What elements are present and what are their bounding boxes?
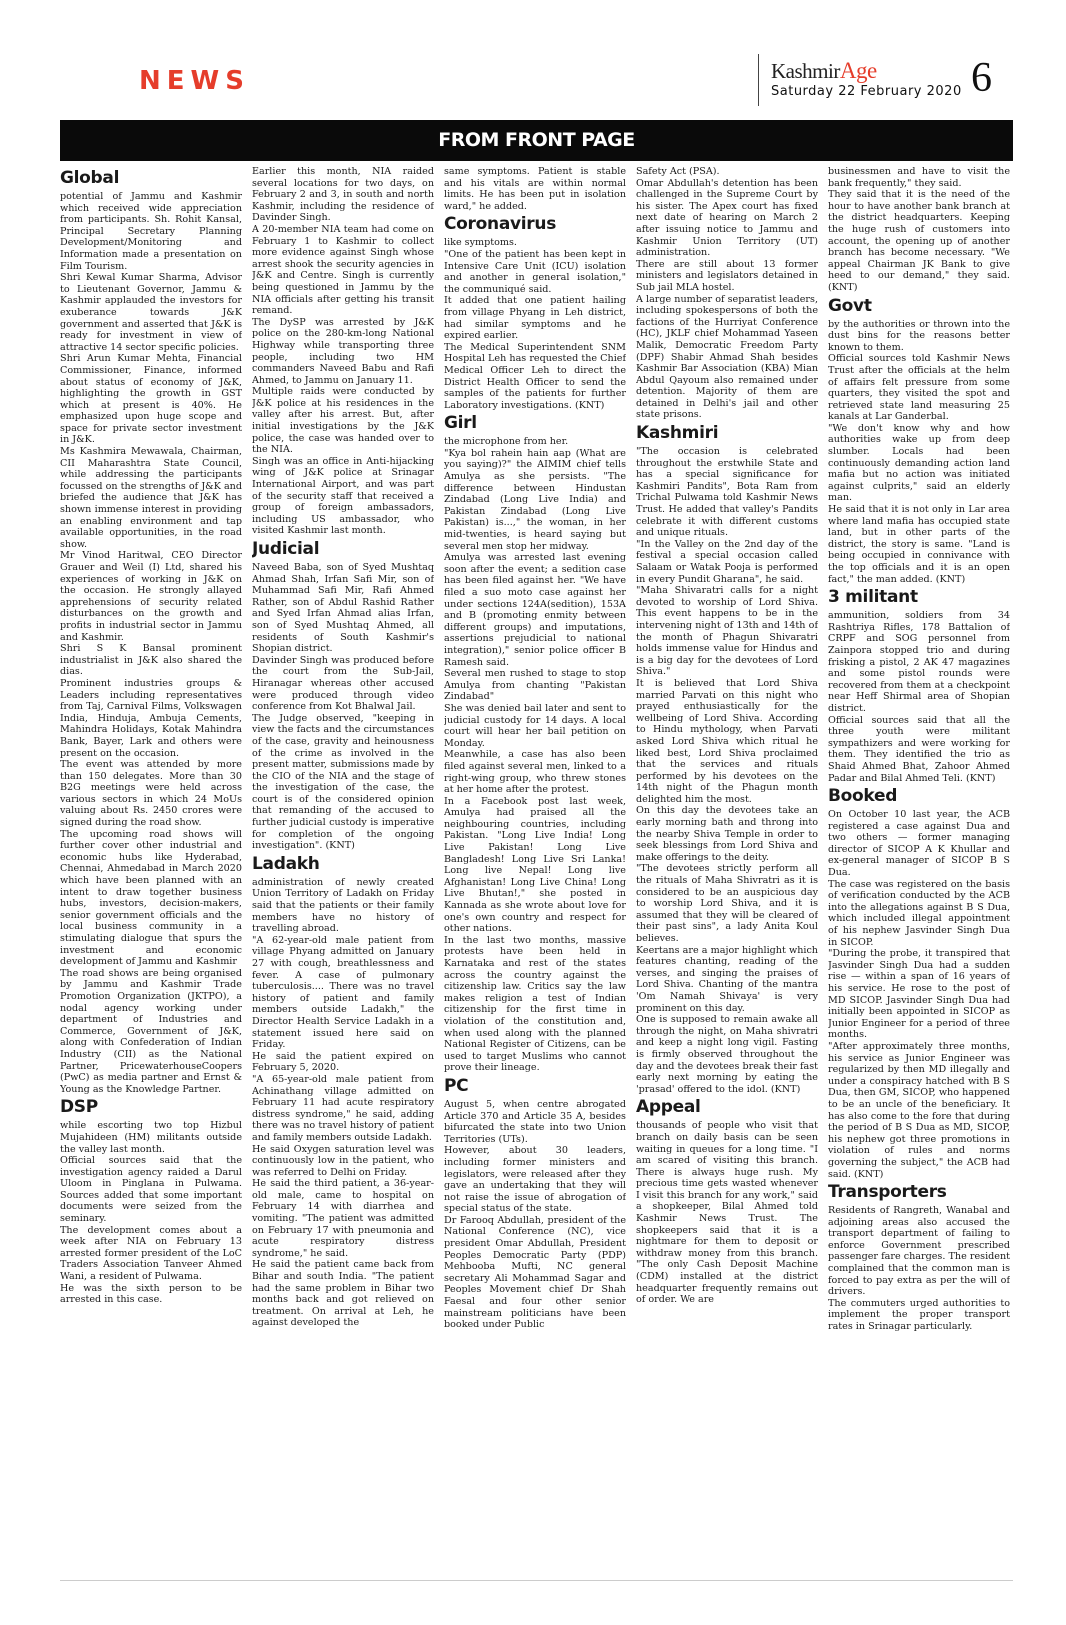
story-headline: Global	[60, 168, 120, 188]
story-paragraph: same symptoms. Patient is stable and his vitals are within normal limits. He has been put in isolation ward," he added.	[444, 166, 626, 212]
story-paragraph: It added that one patient hailing from village Phyang in Leh district, had similar symptoms and he expired earlier.	[444, 295, 626, 342]
story	[60, 1097, 242, 1306]
story-paragraph: The Medical Superintendent SNM Hospital Leh has requested the Chief Medical Officer Leh to direct the District Health Officer to send the samples of the patients for further Laboratory investigations. (KNT)	[444, 341, 626, 411]
story-paragraph: the microphone from her.	[444, 436, 569, 448]
story-paragraph: She was denied bail later and sent to judicial custody for 14 days. A local court will hear her bail petition on Monday.	[444, 702, 626, 749]
story	[252, 539, 434, 852]
story-paragraph: The development comes about a week after NIA on February 13 arrested former president of the LoC Traders Association Tanveer Ahmed Wani, a resident of Pulwama.	[60, 1224, 242, 1283]
story-paragraph: In the last two months, massive protests have been held in Karnataka and rest of the states across the country against the citizenship law. Critics say the law makes religion a test of Indian citizenship for the first time in violation of the constitution and, when used along with the planned National Register of Citizens, can be used to target Muslims who cannot prove their lineage.	[444, 934, 626, 1074]
story-paragraph: Earlier this month, NIA raided several locations for two days, on February 2 and 3, in south and north Kashmir, including the residence of Davinder Singh.	[252, 166, 434, 224]
story-paragraph: He was the sixth person to be arrested in this case.	[60, 1282, 242, 1306]
story-paragraph: Official sources said that the investigation agency raided a Darul Uloom in Pinglana in Pulwama. Sources added that some important documents were seized from the seminary.	[60, 1155, 242, 1225]
story-paragraph: Shri S K Bansal prominent industrialist in J&K also shared the dias.	[60, 643, 242, 678]
story	[252, 166, 434, 537]
story-paragraph: Singh was an office in Anti-hijacking wing of J&K police at Srinagar International Airport, and was part of the security staff that received a group of foreign ambassadors, including US ambassador, who visited Kashmir last month.	[252, 455, 434, 537]
story-headline: Appeal	[636, 1097, 701, 1118]
page-number: 6	[971, 55, 992, 101]
story-paragraph: There are still about 13 former ministers and legislators detained in Sub jail MLA hostel.	[636, 258, 818, 293]
story-paragraph: The Judge observed, "keeping in view the facts and the circumstances of the case, gravity and heinousness of the crime as involved in the present matter, submissions made by the CIO of the NIA and the stage of the investigation of the case, the court is of the considered opinion that remanding of the accused to further judicial custody is imperative for completion of the ongoing investigation". (KNT)	[252, 712, 434, 852]
story-paragraph: On this day the devotees take an early morning bath and throng into the nearby Shiva Temple in order to seek blessings from Lord Shiva and make offerings to the deity.	[636, 805, 818, 863]
story-paragraph: Multiple raids were conducted by J&K police at his residences in the valley after his arrest. But, after initial investigations by the J&K police, the case was handed over to the NIA.	[252, 386, 434, 456]
story-paragraph: They said that it is the need of the hour to have another bank branch at the district headquarters. Keeping the huge rush of customers into account, the opening up of another branch has become necessary. "We appeal Chairman JK Bank to give heed to our demand," they said. (KNT)	[828, 189, 1010, 293]
story-paragraph: "One of the patient has been kept in Intensive Care Unit (ICU) isolation and another in general isolation," the communiqué said.	[444, 248, 626, 295]
story	[636, 423, 818, 1095]
story-paragraph: thousands of people who visit that branch on daily basis can be seen waiting in queues for a long time. "I am scared of visiting this branch. There is always huge rush. My precious time gets wasted whenever I visit this branch for any work," said a shopkeeper, Bilal Ahmed told Kashmir News Trust. The shopkeepers said that it is a nightmare for them to deposit or withdraw money from this branch. "The only Cash Deposit Machine (CDM) installed at the district headquarter frequently remains out of order. We are	[636, 1120, 818, 1306]
article-column	[252, 166, 434, 1566]
story-paragraph: "In the Valley on the 2nd day of the festival a special occasion called Salaam or Watak Pooja is performed in every Pundit Gharana", he said.	[636, 538, 818, 585]
story-headline: Girl	[444, 413, 477, 434]
story-paragraph: "After approximately three months, his service as Junior Engineer was regularized by then MD illegally and under a conspiracy hatched with B S Dua, then GM, SICOP, who happened to be an uncle of the beneficiary. It has also come to the fore that during the period of B S Dua as MD, SICOP, his nephew got three promotions in violation of rules and norms governing the subject," the ACB had said. (KNT)	[828, 1040, 1010, 1180]
story-headline: Transporters	[828, 1182, 947, 1203]
story-paragraph: Naveed Baba, son of Syed Mushtaq Ahmad Shah, Irfan Safi Mir, son of Muhammad Safi Mir, Rafi Ahmed Rather, son of Abdul Rashid Rather and Syed Irfan Ahmad alias Irfan, son of Syed Mushtaq Ahmed, all residents of South Kashmir's Shopian district.	[252, 562, 434, 655]
story-paragraph: administration of newly created Union Territory of Ladakh on Friday said that the patients or their family members have no history of travelling abroad.	[252, 876, 434, 935]
story	[828, 786, 1010, 1180]
story-paragraph: Residents of Rangreth, Wanabal and adjoining areas also accused the transport department of failing to enforce Government prescribed passenger fare charges. The resident complained that the common man is forced to pay extra as per the will of drivers.	[828, 1205, 1010, 1298]
story	[60, 168, 242, 1095]
story-paragraph: The DySP was arrested by J&K police on the 280-km-long National Highway while transporting three people, including two HM commanders Naveed Babu and Rafi Ahmed, to Jammu on January 11.	[252, 316, 434, 386]
article-column	[636, 166, 818, 1566]
story-paragraph: A 20-member NIA team had come on February 1 to Kashmir to collect more evidence against Singh whose arrest shook the security agencies in J&K and Centre. Singh is currently being questioned in Jammu by the NIA officials after getting his transit remand.	[252, 223, 434, 317]
story-paragraph: "A 65-year-old male patient from Achinathang village admitted on February 11 had acute respiratory distress syndrome," he said, adding there was no travel history of patient and family members outside Ladakh.	[252, 1073, 434, 1143]
brand-accent: Age	[839, 58, 877, 83]
story-paragraph: One is supposed to remain awake all through the night, on Maha shivratri and keep a night long vigil. Fasting is firmly observed throughout the day and the devotees break their fast early next morning by eating the 'prasad' offered to the idol. (KNT)	[636, 1014, 818, 1095]
story-paragraph: Shri Kewal Kumar Sharma, Advisor to Lieutenant Governor, Jammu & Kashmir applauded the investors for exuberance towards J&K government and asserted that J&K is ready for investment in view of attractive 14 sector specific policies.	[60, 272, 242, 353]
article-column	[828, 166, 1010, 1566]
story-paragraph: Official sources told Kashmir News Trust after the officials at the helm of affairs felt pressure from some quarters, they visited the spot and retrieved state land measuring 25 kanals at Lar Ganderbal.	[828, 353, 1010, 423]
story-headline: Govt	[828, 295, 872, 316]
story-paragraph: A large number of separatist leaders, including spokespersons of both the factions of the Hurriyat Conference (HC), JKLF chief Mohammad Yaseen Malik, Democratic Freedom Party (DPF) Shabir Ahmad Shah besides Kashmir Bar Association (KBA) Mian Abdul Qayoum also remained under detention. Majority of them are detained in Delhi's jail and other state prisons.	[636, 293, 818, 421]
story-paragraph: Prominent industries groups & Leaders including representatives from Taj, Carnival Films, Volkswagen India, Hinduja, Ambuja Cements, Mahindra Holidays, Kotak Mahindra Bank, Bayer, Lark and others were present on the occasion.	[60, 677, 242, 759]
story-paragraph: "Maha Shivaratri calls for a night devoted to worship of Lord Shiva. This event happens to be in the intervening night of 13th and 14th of the month of Phagun Shivaratri holds immense value for Hindus and is a big day for the devotees of Lord Shiva."	[636, 585, 818, 678]
story-paragraph: "A 62-year-old male patient from village Phyang admitted on January 27 with cough, breathlessness and fever. A case of pulmonary tuberculosis.... There was no travel history of patient and family members outside Ladakh," the Director Health Service Ladakh in a statement issued here said on Friday.	[252, 934, 434, 1051]
story-paragraph: He said that it is not only in Lar area where land mafia has occupied state land, but in other parts of the district, the story is same. "Land is being occupied in connivance with the top officials and it is an open fact," the man added. (KNT)	[828, 504, 1010, 585]
article-column	[60, 166, 242, 1566]
article-column	[444, 166, 626, 1566]
story-paragraph: while escorting two top Hizbul Mujahideen (HM) militants outside the valley last month.	[60, 1120, 242, 1155]
story-paragraph: Omar Abdullah's detention has been challenged in the Supreme Court by his sister. The Apex court has fixed next date of hearing on March 2 after issuing notice to Jammu and Kashmir Union Territory (UT) administration.	[636, 177, 818, 259]
story-headline: PC	[444, 1075, 469, 1096]
story-paragraph: potential of Jammu and Kashmir which received wide appreciation from participants. Sh. Rohit Kansal, Principal Secretary Planning Development/Monitoring and Information made a presentation on Film Tourism.	[60, 191, 242, 272]
story-paragraph: businessmen and have to visit the bank frequently," they said.	[828, 166, 1010, 189]
story-paragraph: However, about 30 leaders, including former ministers and legislators, were released after they gave an undertaking that they will not raise the issue of abrogation of special status of the state.	[444, 1145, 626, 1215]
story-paragraph: It is believed that Lord Shiva married Parvati on this night who prayed enthusiastically for the wellbeing of Lord Shiva. According to Hindu mythology, when Parvati asked Lord Shiva which ritual he liked best, Lord Shiva proclaimed that the services and rituals performed by his devotees on the 14th night of the Phagun month delighted him the most.	[636, 677, 818, 805]
story-paragraph: "Kya bol rahein hain aap (What are you saying)?" the AIMIM chief tells Amulya as she persists. "The difference between Hindustan Zindabad (Long Live India) and Pakistan Zindabad (Long Live Pakistan) is...," the woman, in her mid-twenties, is heard saying but several men stop her midway.	[444, 447, 626, 552]
story	[828, 296, 1010, 586]
story-paragraph: Meanwhile, a case has also been filed against several men, linked to a right-wing group, who threw stones at her home after the protest.	[444, 749, 626, 796]
story	[444, 413, 626, 1074]
story-paragraph: The case was registered on the basis of verification conducted by the ACB into the allegations against B S Dua, which included illegal appointment of his nephew Jasvinder Singh Dua in SICOP.	[828, 878, 1010, 948]
story-paragraph: August 5, when centre abrogated Article 370 and Article 35 A, besides bifurcated the state into two Union Territories (UTs).	[444, 1098, 626, 1145]
story	[444, 214, 626, 411]
story-paragraph: He said the patient came back from Bihar and south India. "The patient had the same problem in Bihar two months back and got relieved on treatment. On arrival at Leh, he against developed the	[252, 1259, 434, 1329]
story-headline: Ladakh	[252, 853, 320, 874]
newspaper-logo	[771, 58, 877, 84]
story-paragraph: In a Facebook post last week, Amulya had praised all the neighbouring countries, including Pakistan. "Long Live India! Long Live Pakistan! Long Live Bangladesh! Long Live Sri Lanka! Long live Nepal! Long live Afghanistan! Long Live China! Long Live Bhutan!," she posted in Kannada as she wrote about love for one's own country and respect for other nations.	[444, 795, 626, 935]
story-paragraph: Several men rushed to stage to stop Amulya from chanting "Pakistan Zindabad"	[444, 668, 626, 703]
story	[444, 166, 626, 212]
story-paragraph: He said Oxygen saturation level was continuously low in the patient, who was referred to Delhi on Friday.	[252, 1143, 434, 1178]
story-paragraph: Official sources said that all the three youth were militant sympathizers and were working for them. They identified the trio as Shaid Ahmed Bhat, Zahoor Ahmed Padar and Bilal Ahmed Teli. (KNT)	[828, 714, 1010, 784]
story-paragraph: "The devotees strictly perform all the rituals of Maha Shivratri as it is considered to be an auspicious day to worship Lord Shiva, and it is assumed that they will be cleared of their past sins", a lady Anita Koul believes.	[636, 863, 818, 944]
story-headline: Coronavirus	[444, 214, 557, 235]
story	[828, 1182, 1010, 1333]
article-columns	[60, 166, 1013, 1566]
story-paragraph: Amulya was arrested last evening soon after the event; a sedition case has been filed against her. "We have filed a suo moto case against her under sections 124A(sedition), 153A and B (promoting enmity between different groups) and imputations, assertions prejudicial to national integration)," senior police officer B Ramesh said.	[444, 552, 626, 668]
story-paragraph: Keertans are a major highlight which features chanting, reading of the verses, and singing the praises of Lord Shiva. Chanting of the mantra 'Om Namah Shivaya' is very prominent on this day.	[636, 944, 818, 1014]
story-paragraph: He said the third patient, a 36-year-old male, came to hospital on February 14 with diarrhea and vomiting. "The patient was admitted on February 17 with pneumonia and acute respiratory distress syndrome," he said.	[252, 1178, 434, 1259]
story-headline: DSP	[60, 1097, 98, 1118]
story-paragraph: "During the probe, it transpired that Jasvinder Singh Dua had a sudden rise — within a span of 16 years of his service. He rose to the post of MD SICOP. Jasvinder Singh Dua had initially been appointed in SICOP as Junior Engineer for a period of three months.	[828, 948, 1010, 1041]
story-paragraph: The road shows are being organised by Jammu and Kashmir Trade Promotion Organization (JKTPO), a nodal agency working under department of Industries and Commerce, Government of J&K, along with Confederation of Indian Industry (CII) as the National Partner, PricewaterhouseCoopers (PwC) as media partner and Ernst & Young as the Knowledge Partner.	[60, 967, 242, 1095]
story-paragraph: Safety Act (PSA).	[636, 166, 720, 177]
story-paragraph: Mr Vinod Haritwal, CEO Director Grauer and Weil (I) Ltd, shared his experiences of working in J&K on the occasion. He strongly allayed apprehensions of security related disturbances on the growth and profits in industrial sector in Jammu and Kashmir.	[60, 550, 242, 643]
story-paragraph: by the authorities or thrown into the dust bins for the reasons better known to them.	[828, 318, 1010, 353]
story-paragraph: "We don't know why and how authorities wake up from deep slumber. Locals had been continuously demanding action land mafia but no action was initiated against culprits," said an elderly man.	[828, 422, 1010, 504]
bottom-rule	[60, 1580, 1013, 1581]
story-headline: Booked	[828, 786, 898, 807]
brand-main: Kashmir	[771, 59, 840, 83]
story-paragraph: like symptoms.	[444, 237, 517, 249]
story-paragraph: The upcoming road shows will further cover other industrial and economic hubs like Hyderabad, Chennai, Ahmedabad in March 2020 which have been planned with an intent to draw together business hubs, investors, decision-makers, senior government officials and the local business community in a stimulating dialogue that spurs the investment and economic development of Jammu and Kashmir	[60, 828, 242, 968]
story-headline: Judicial	[252, 539, 320, 559]
story-paragraph: ammunition, soldiers from 34 Rashtriya Rifles, 178 Battalion of CRPF and SOG personnel from Zainpora stopped trio and during frisking a pistol, 2 AK 47 magazines and some pistol rounds were recovered from them at a checkpoint near Heff Shirmal area of Shopian district.	[828, 610, 1010, 714]
section-banner: FROM FRONT PAGE	[60, 120, 1013, 161]
story	[252, 854, 434, 1329]
story-paragraph: Davinder Singh was produced before the court from the Sub-Jail, Hiranagar whereas other accused were produced through video conference from Kot Bhalwal Jail.	[252, 654, 434, 713]
story-headline: Kashmiri	[636, 423, 719, 444]
story	[444, 1076, 626, 1331]
story-paragraph: "The occasion is celebrated throughout the erstwhile State and has a special significance for Kashmiri Pandits", Bota Ram from Trichal Pulwama told Kashmir News Trust. He added that valley's Pandits celebrate it with different customs and unique rituals.	[636, 446, 818, 539]
story-paragraph: The commuters urged authorities to implement the proper transport rates in Srinagar particularly.	[828, 1297, 1010, 1333]
story-paragraph: The event was attended by more than 150 delegates. More than 30 B2G meetings were held across various sectors in which 24 MoUs valuing about Rs. 2450 crores were signed during the road show.	[60, 759, 242, 829]
masthead	[758, 54, 1029, 106]
story	[636, 1097, 818, 1306]
story-paragraph: He said the patient expired on February 5, 2020.	[252, 1050, 434, 1074]
story	[828, 166, 1010, 294]
story-paragraph: Dr Farooq Abdullah, president of the National Conference (NC), vice president Omar Abdullah, President Peoples Democratic Party (PDP) Mehbooba Mufti, NC general secretary Ali Mohammad Sagar and Peoples Movement chief Dr Shah Faesal and four other senior mainstream politicians have been booked under Public	[444, 1214, 626, 1331]
story	[828, 587, 1010, 784]
issue-date: Saturday 22 February 2020	[771, 84, 962, 99]
story-paragraph: On October 10 last year, the ACB registered a case against Dua and two others — former managing director of SICOP A K Khullar and ex-general manager of SICOP B S Dua.	[828, 809, 1010, 879]
story-headline: 3 militant	[828, 587, 918, 608]
story-paragraph: Ms Kashmira Mewawala, Chairman, CII Maharashtra State Council, while addressing the participants focussed on the strengths of J&K and briefed the audience that J&K has shown immense interest in providing an enabling environment and tap available opportunities, in the road show.	[60, 446, 242, 550]
story-paragraph: Shri Arun Kumar Mehta, Financial Commissioner, Finance, informed about status of economy of J&K, highlighting the growth in GST which at present is 40%. He emphasized upon huge scope and space for private sector investment in J&K.	[60, 353, 242, 446]
story	[636, 166, 818, 421]
section-label: NEWS	[139, 66, 250, 96]
